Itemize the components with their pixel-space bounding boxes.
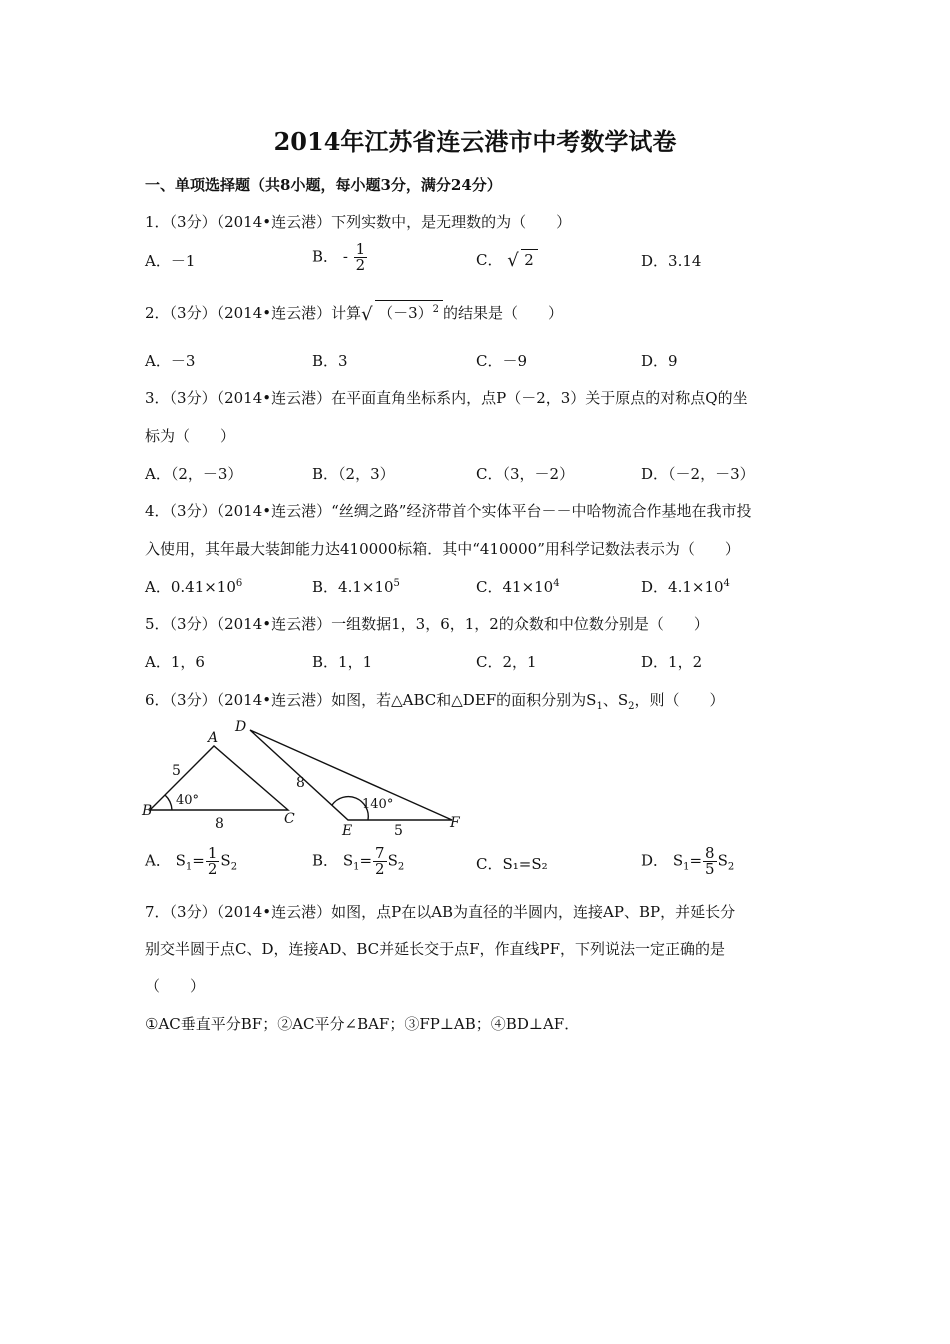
subscript: 1 <box>353 861 360 873</box>
option-b <box>312 846 404 877</box>
stem-text: ，则（ ） <box>634 691 725 709</box>
question-stem-line-1: 3．（3分）（2014•连云港）在平面直角坐标系内，点P（－2，3）关于原点的对称点Q的坐 <box>145 389 748 407</box>
stem-text: 6．（3分）（2014•连云港）如图，若△ABC和△DEF的面积分别为S <box>145 691 597 709</box>
question-stem <box>145 689 725 712</box>
question-stem-line-3: （ ） <box>145 977 206 995</box>
label-ab-length: 5 <box>172 763 181 779</box>
option-c: C．2，1 <box>476 653 537 671</box>
fraction <box>354 242 368 273</box>
label-angle-e: 140° <box>362 797 394 812</box>
option-label: C． <box>476 251 503 269</box>
option-b: B．1，1 <box>312 653 373 671</box>
radical-sign-icon: √ <box>361 304 373 325</box>
radicand <box>375 300 443 323</box>
denominator: 2 <box>355 256 366 274</box>
triangles-figure <box>140 715 470 840</box>
option-a <box>145 846 237 877</box>
question-stem-line-1: 7．（3分）（2014•连云港）如图，点P在以AB为直径的半圆内，连接AP、BP，并延长分 <box>145 903 736 921</box>
exponent: 5 <box>393 578 400 589</box>
stem-text: 、S <box>602 691 629 709</box>
page-title: 2014年江苏省连云港市中考数学试卷 <box>273 127 677 156</box>
option-text: C．41×10 <box>476 578 554 596</box>
question-stem-line-2: 入使用，其年最大装卸能力达410000标箱．其中“410000”用科学记数法表示为（ ） <box>145 540 740 558</box>
symbol: S <box>175 851 186 870</box>
equals: = <box>192 851 205 870</box>
square-root <box>361 300 443 323</box>
option-b <box>312 576 400 597</box>
symbol: S <box>342 851 354 870</box>
option-d: D．3.14 <box>641 252 702 270</box>
numerator: 7 <box>375 844 385 862</box>
symbol: S <box>672 851 684 870</box>
triangle-abc <box>150 746 288 810</box>
subscript: 1 <box>185 861 193 873</box>
option-c: C．S₁=S₂ <box>476 855 548 873</box>
stem-prefix: 2．（3分）（2014•连云港）计算 <box>145 304 362 322</box>
radicand: 2 <box>521 249 538 269</box>
option-b <box>312 242 368 273</box>
subscript: 2 <box>727 861 735 873</box>
square-root <box>507 249 538 269</box>
denominator: 2 <box>375 860 385 878</box>
option-b: B．3 <box>312 352 348 370</box>
subscript: 1 <box>596 701 603 712</box>
question-stem: 5．（3分）（2014•连云港）一组数据1，3，6，1，2的众数和中位数分别是（ ） <box>145 615 709 633</box>
option-text: B．4.1×10 <box>312 578 394 596</box>
label-e: E <box>342 823 353 839</box>
option-label: D． <box>641 851 669 870</box>
option-label: A． <box>145 851 171 870</box>
option-c: C．（3，－2） <box>476 465 575 483</box>
numerator: 1 <box>207 844 218 862</box>
equals: = <box>359 851 373 870</box>
exponent: 2 <box>432 304 440 315</box>
numerator: 8 <box>705 844 715 862</box>
label-f: F <box>450 815 460 831</box>
symbol: S <box>717 851 728 870</box>
label-angle-b: 40° <box>176 793 200 808</box>
exponent: 4 <box>723 578 730 589</box>
label-d: D <box>235 719 247 735</box>
option-d: D．9 <box>641 352 678 370</box>
question-stem-line-2: 标为（ ） <box>145 427 236 445</box>
fraction <box>206 846 220 877</box>
denominator: 5 <box>705 860 715 878</box>
option-d: D．（－2，－3） <box>641 465 755 483</box>
option-text: A．0.41×10 <box>145 578 236 596</box>
question-stem-line-1: 4．（3分）（2014•连云港）“丝绸之路”经济带首个实体平台－－中哈物流合作基地在我市投 <box>145 502 752 520</box>
label-c: C <box>284 811 295 827</box>
section-heading: 一、单项选择题（共8小题，每小题3分，满分24分） <box>145 176 502 194</box>
option-a <box>145 576 242 597</box>
label-bc-length: 8 <box>215 816 224 832</box>
option-label: B． <box>312 851 339 870</box>
option-a: A．－3 <box>145 352 196 370</box>
fraction <box>703 846 717 877</box>
question-stem-line-2: 别交半圆于点C、D，连接AD、BC并延长交于点F，作直线PF，下列说法一定正确的是 <box>145 940 726 958</box>
option-a: A．－1 <box>145 252 196 270</box>
subscript: 1 <box>683 861 690 873</box>
option-c <box>476 249 538 270</box>
option-d <box>641 846 734 877</box>
option-c <box>476 576 560 597</box>
option-a: A．（2，－3） <box>145 465 243 483</box>
label-b: B <box>142 803 153 819</box>
equals: = <box>689 851 703 870</box>
symbol: S <box>220 851 231 870</box>
angle-b-arc <box>165 795 172 810</box>
subscript: 2 <box>230 861 238 873</box>
triangle-def <box>250 730 452 820</box>
subscript: 2 <box>397 861 405 873</box>
option-b: B．（2，3） <box>312 465 395 483</box>
stem-suffix: 的结果是（ ） <box>443 304 564 322</box>
option-text: D．4.1×10 <box>641 578 724 596</box>
minus-sign: - <box>342 247 348 266</box>
denominator: 2 <box>207 860 218 878</box>
question-stem: 1．（3分）（2014•连云港）下列实数中，是无理数的为（ ） <box>145 213 572 231</box>
label-a: A <box>208 730 219 746</box>
symbol: S <box>387 851 398 870</box>
fraction <box>373 846 387 877</box>
question-stem <box>145 300 563 323</box>
radical-sign-icon: √ <box>507 250 519 271</box>
label-de-length: 8 <box>296 775 305 791</box>
radicand-base: （－3） <box>378 304 433 322</box>
subscript: 2 <box>628 701 635 712</box>
numerator: 1 <box>355 240 366 258</box>
option-d <box>641 576 730 597</box>
option-d: D．1，2 <box>641 653 703 671</box>
option-c: C．－9 <box>476 352 528 370</box>
label-ef-length: 5 <box>394 823 403 839</box>
question-statements: ①AC垂直平分BF；②AC平分∠BAF；③FP⊥AB；④BD⊥AF． <box>145 1015 580 1033</box>
exponent: 4 <box>553 578 560 589</box>
option-label: B． <box>312 247 339 266</box>
option-a: A．1，6 <box>145 653 205 671</box>
exponent: 6 <box>235 578 243 589</box>
